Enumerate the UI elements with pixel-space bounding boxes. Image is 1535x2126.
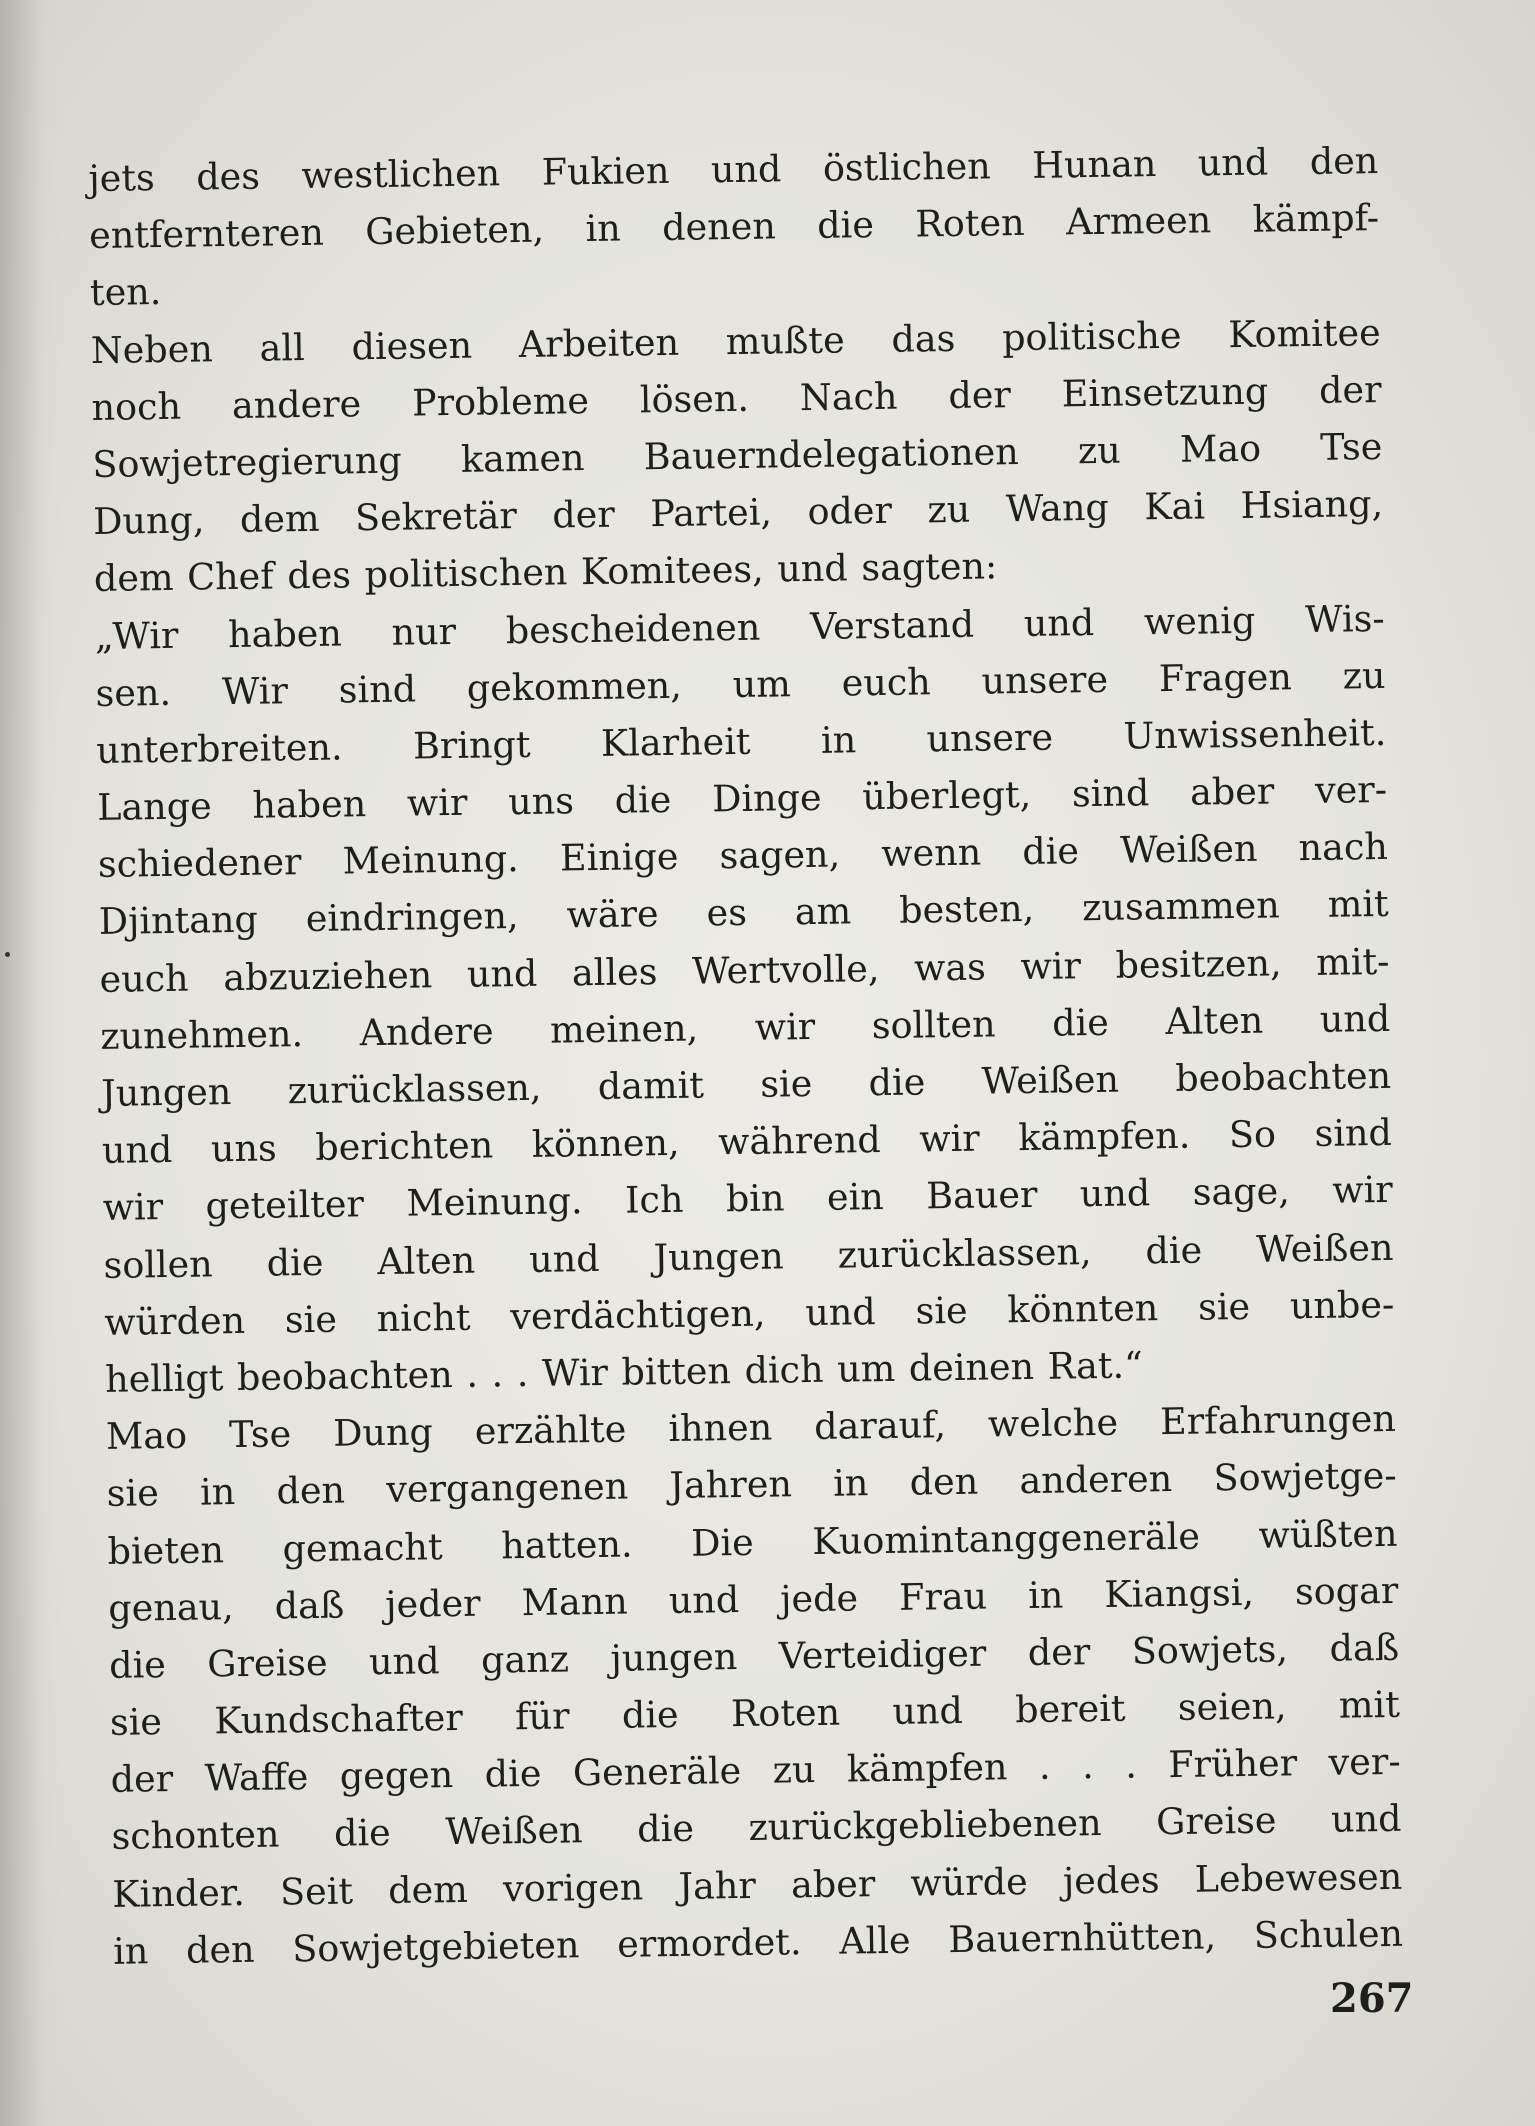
text-line: Jungen zurücklassen, damit sie die Weißen beobachten [100,1053,1392,1115]
text-line: Djintang eindringen, wäre es am besten, zusammen mit [98,882,1389,944]
text-line: jets des westlichen Fukien und östlichen Hunan und den [88,138,1379,200]
text-line: dem Chef des politischen Komitees, und sagten: [93,544,998,601]
text-line: bieten gemacht hatten. Die Kuomintanggeneräle wüßten [107,1511,1398,1573]
text-line: noch andere Probleme lösen. Nach der Einsetzung der [91,367,1382,429]
text-line: genau, daß jeder Mann und jede Frau in Kiangsi, sogar [108,1568,1399,1630]
text-line: Dung, dem Sekretär der Partei, oder zu Wang Kai Hsiang, [92,482,1384,544]
text-line: „Wir haben nur bescheidenen Verstand und wenig Wis- [94,596,1385,658]
text-line: sen. Wir sind gekommen, um euch unsere Fragen zu [95,653,1386,715]
page-number: 267 [1330,1975,1414,2022]
binding-shadow [0,0,60,2126]
text-line: ten. [89,270,162,315]
text-line: würden sie nicht verdächtigen, und sie könnten sie unbe- [104,1282,1395,1344]
text-line: und uns berichten können, während wir kämpfen. So sind [101,1111,1393,1173]
text-line: unterbreiten. Bringt Klarheit in unsere Unwissenheit. [96,710,1387,772]
text-line: schiedener Meinung. Einige sagen, wenn die Weißen nach [97,825,1389,887]
text-line: sie in den vergangenen Jahren in den anderen Sowjetge- [106,1454,1397,1516]
text-line: Neben all diesen Arbeiten mußte das politische Komitee [90,310,1381,372]
text-line: Lange haben wir uns die Dinge überlegt, sind aber ver- [96,767,1388,829]
text-line: der Waffe gegen die Generäle zu kämpfen . . . Früher ver- [110,1740,1401,1802]
text-line: Mao Tse Dung erzählte ihnen darauf, welche Erfahrungen [105,1396,1397,1458]
paper-speck [5,952,10,957]
body-text [88,132,1403,1980]
text-line: helligt beobachten . . . Wir bitten dich um deinen Rat.“ [104,1343,1144,1401]
text-line: sollen die Alten und Jungen zurücklassen, die Weißen [103,1225,1394,1287]
text-line: in den Sowjetgebieten ermordet. Alle Bauernhütten, Schulen [112,1911,1404,1973]
text-line: wir geteilter Meinung. Ich bin ein Bauer und sage, wir [102,1168,1393,1230]
text-line: schonten die Weißen die zurückgebliebenen Greise und [111,1797,1402,1859]
text-line: die Greise und ganz jungen Verteidiger der Sowjets, daß [108,1625,1400,1687]
text-line: Kinder. Seit dem vorigen Jahr aber würde jedes Lebewesen [112,1854,1403,1916]
text-line: Sowjetregierung kamen Bauerndelegationen zu Mao Tse [92,424,1383,486]
text-line: entfernteren Gebieten, in denen die Roten Armeen kämpf- [88,196,1380,258]
text-line: euch abzuziehen und alles Wertvolle, was wir besitzen, mit- [99,939,1390,1001]
text-line: zunehmen. Andere meinen, wir sollten die Alten und [100,996,1391,1058]
text-line: sie Kundschafter für die Roten und bereit seien, mit [109,1682,1401,1744]
